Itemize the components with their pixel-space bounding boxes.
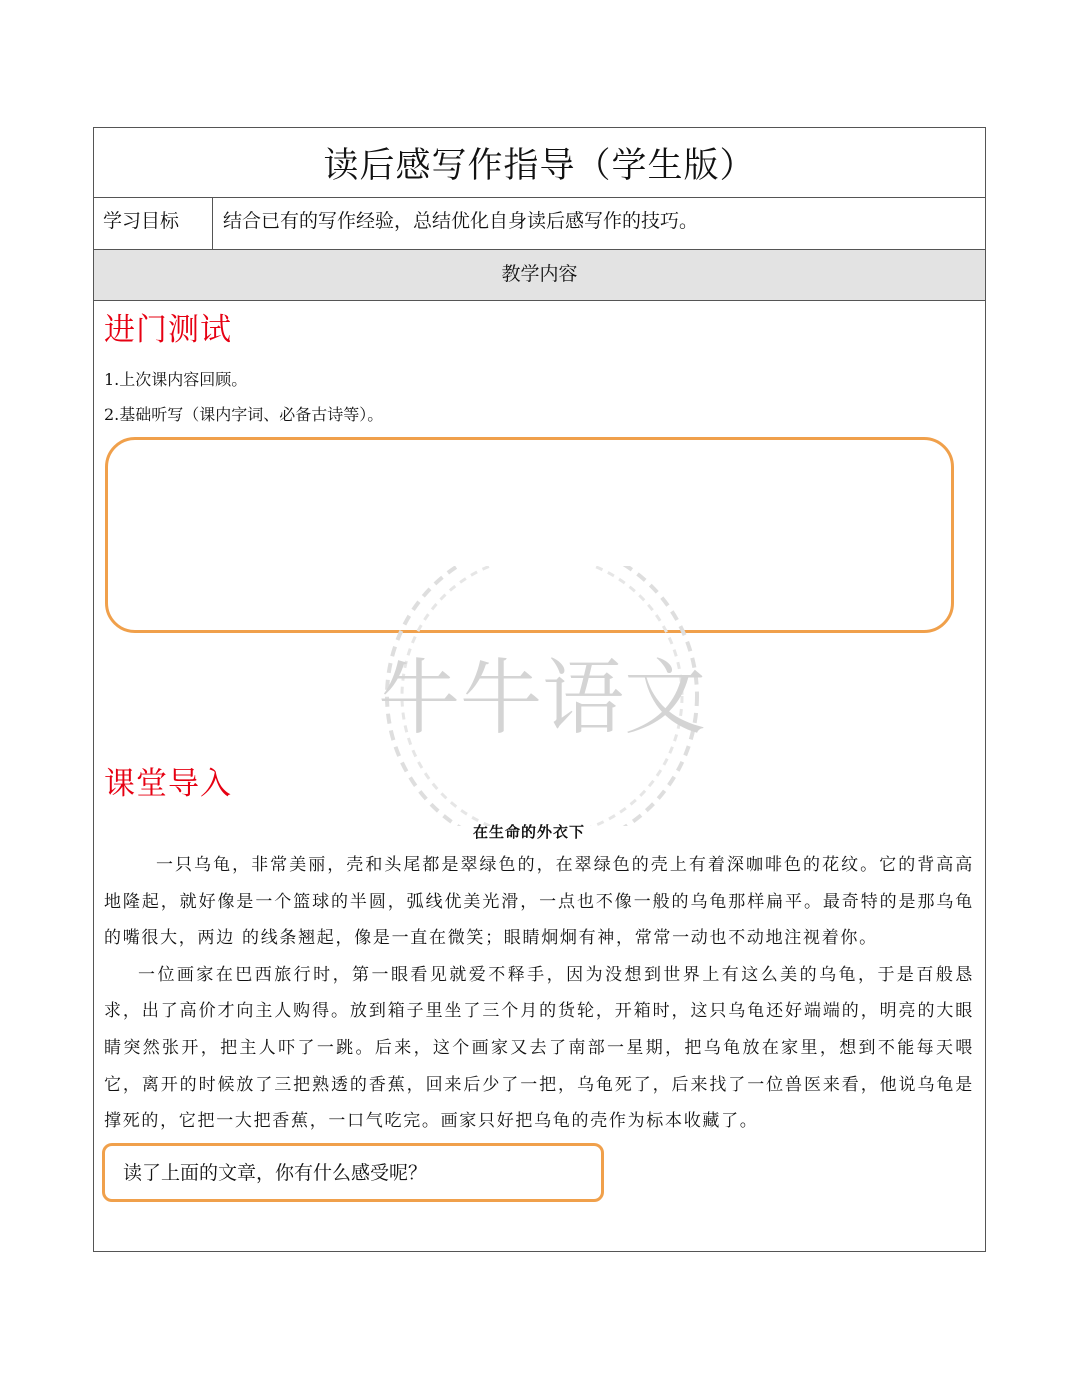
answer-box[interactable] — [105, 437, 954, 633]
content-header: 教学内容 — [94, 250, 985, 301]
lesson-table — [93, 127, 986, 1252]
goal-row — [94, 198, 985, 250]
goal-text: 结合已有的写作经验，总结优化自身读后感写作的技巧。 — [223, 210, 699, 232]
question-box: 读了上面的文章，你有什么感受呢？ — [102, 1143, 604, 1202]
story-text — [104, 847, 974, 1140]
story-paragraph: 一只乌龟，非常美丽，壳和头尾都是翠绿色的，在翠绿色的壳上有着深咖啡色的花纹。它的背高高地隆起，就好像是一个篮球的半圆，弧线优美光滑，一点也不像一般的乌龟那样扁平。最奇特的是那乌龟的嘴很大，两边 的线条翘起，像是一直在微笑；眼睛炯炯有神，常常一动也不动地注视着你。 — [104, 855, 974, 949]
page-title: 读后感写作指导（学生版） — [94, 128, 985, 198]
story-title: 在生命的外衣下 — [472, 823, 585, 841]
watermark-text: 牛牛语文 — [377, 651, 707, 746]
goal-label: 学习目标 — [94, 198, 213, 249]
entry-test-heading: 进门测试 — [104, 312, 232, 348]
intro-heading: 课堂导入 — [104, 766, 232, 802]
test-item: 2.基础听写（课内字词、必备古诗等）。 — [104, 405, 384, 424]
test-item: 1.上次课内容回顾。 — [104, 370, 248, 389]
story-paragraph: 一位画家在巴西旅行时，第一眼看见就爱不释手，因为没想到世界上有这么美的乌龟，于是百般恳求，出了高价才向主人购得。放到箱子里坐了三个月的货轮，开箱时，这只乌龟还好端端的，明亮的大眼睛突然张开，把主人吓了一跳。后来，这个画家又去了南部一星期，把乌龟放在家里，想到不能每天喂它，离开的时候放了三把熟透的香蕉，回来后少了一把，乌龟死了，后来找了一位兽医来看，他说乌龟是撑死的，它把一大把香蕉，一口气吃完。画家只好把乌龟的壳作为标本收藏了。 — [104, 964, 974, 1132]
